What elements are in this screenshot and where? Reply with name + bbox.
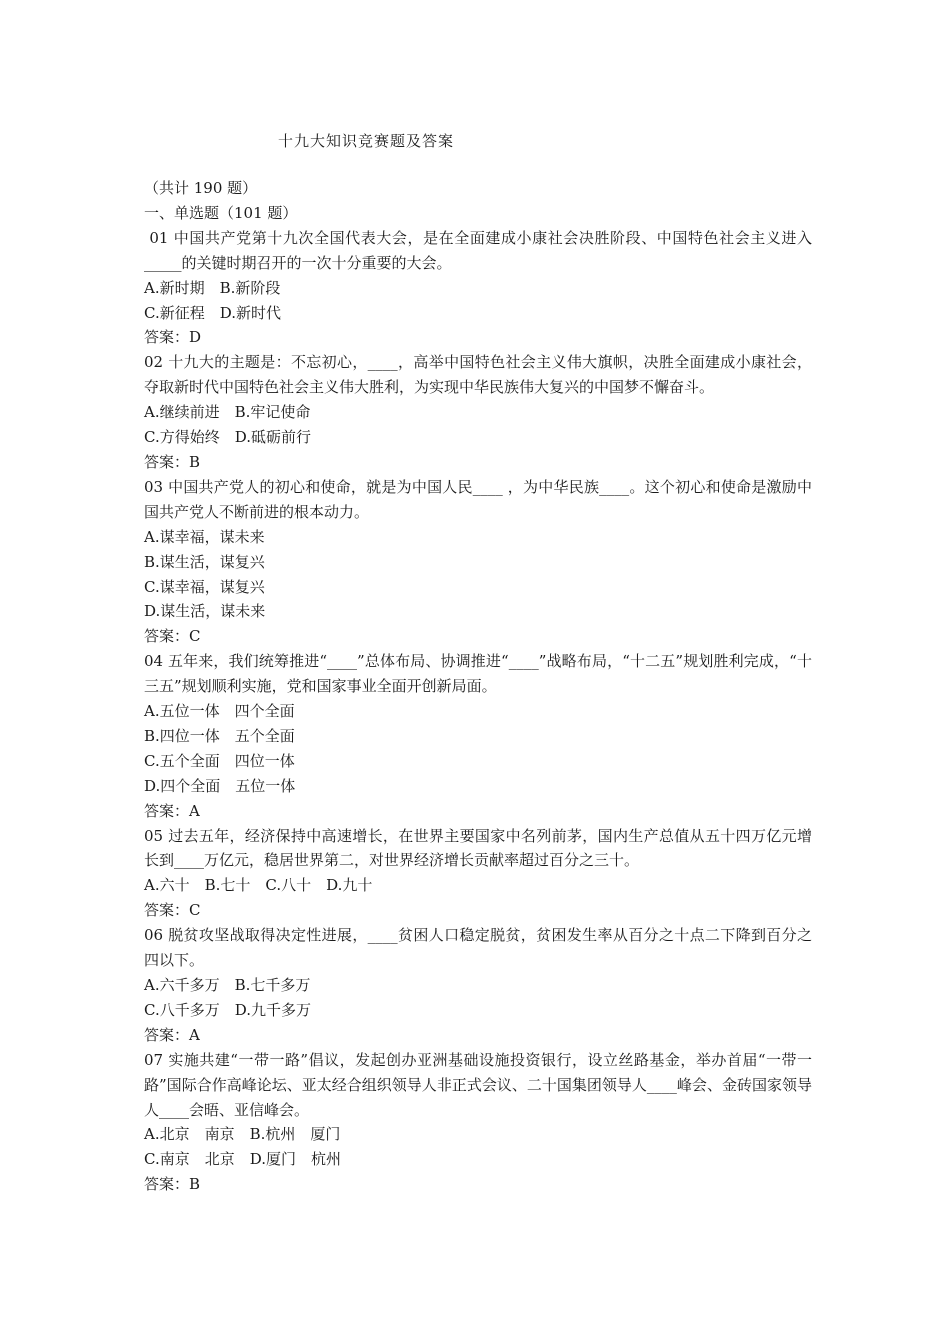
question-options: B.四位一体 五个全面: [144, 726, 295, 745]
answer-line: 答案：C: [144, 627, 201, 646]
question-text: 01 中国共产党第十九次全国代表大会，是在全面建成小康社会决胜阶段、中国特色社会主义进入_____的关键时期召开的一次十分重要的大会。: [144, 228, 812, 272]
question-options: C.新征程 D.新时代: [144, 303, 281, 322]
question-text: 06 脱贫攻坚战取得决定性进展，____贫困人口稳定脱贫，贫困发生率从百分之十点二下降到百分之四以下。: [144, 926, 812, 970]
question-options: A.六千多万 B.七千多万: [144, 976, 311, 994]
question-block: [144, 1048, 812, 1197]
question-text: 02 十九大的主题是：不忘初心，____，高举中国特色社会主义伟大旗帜，决胜全面建成小康社会，夺取新时代中国特色社会主义伟大胜利，为实现中华民族伟大复兴的中国梦不懈奋斗。: [144, 353, 812, 397]
question-text: 07 实施共建“一带一路”倡议，发起创办亚洲基础设施投资银行，设立丝路基金，举办首届“一带一路”国际合作高峰论坛、亚太经合组织领导人非正式会议、二十国集团领导人____峰会、金砖国家领导人____会晤、亚信峰会。: [144, 1050, 812, 1119]
answer-line: 答案：A: [144, 1025, 200, 1044]
question-text: 04 五年来，我们统筹推进“____”总体布局、协调推进“____”战略布局，“十二五”规划胜利完成，“十三五”规划顺利实施，党和国家事业全面开创新局面。: [144, 652, 812, 696]
question-options: A.继续前进 B.牢记使命: [144, 403, 311, 422]
question-block: [144, 824, 812, 924]
question-options: A.新时期 B.新阶段: [144, 278, 281, 297]
question-text: 05 过去五年，经济保持中高速增长，在世界主要国家中名列前茅，国内生产总值从五十四万亿元增长到____万亿元，稳居世界第二，对世界经济增长贡献率超过百分之三十。: [144, 826, 812, 870]
question-options: A.五位一体 四个全面: [144, 702, 295, 721]
doc-content: [144, 176, 812, 1197]
question-options: A.六十 B.七十 C.八十 D.九十: [144, 876, 373, 895]
doc-title: 十九大知识竞赛题及答案: [278, 132, 455, 150]
total-count: （共计 190 题）: [144, 179, 258, 197]
question-list: [144, 226, 812, 1197]
question-block: [144, 649, 812, 823]
question-options: C.谋幸福，谋复兴: [144, 577, 265, 596]
question-block: [144, 350, 812, 475]
section-heading: 一、单选题（101 题）: [144, 203, 298, 222]
question-options: C.南京 北京 D.厦门 杭州: [144, 1150, 341, 1169]
answer-line: 答案：D: [144, 328, 202, 347]
question-options: C.八千多万 D.九千多万: [144, 1000, 311, 1019]
question-options: A.北京 南京 B.杭州 厦门: [144, 1125, 341, 1144]
question-options: D.谋生活，谋未来: [144, 602, 266, 621]
question-options: A.谋幸福，谋未来: [144, 527, 265, 546]
question-options: D.四个全面 五位一体: [144, 776, 296, 795]
question-block: [144, 923, 812, 1048]
question-options: C.方得始终 D.砥砺前行: [144, 428, 311, 447]
question-block: [144, 226, 812, 351]
answer-line: 答案：B: [144, 1175, 201, 1194]
answer-line: 答案：C: [144, 901, 201, 920]
answer-line: 答案：B: [144, 452, 201, 471]
question-options: B.谋生活，谋复兴: [144, 552, 265, 571]
answer-line: 答案：A: [144, 801, 200, 820]
question-text: 03 中国共产党人的初心和使命，就是为中国人民____ ，为中华民族____。这个初心和使命是激励中国共产党人不断前进的根本动力。: [144, 477, 812, 521]
question-block: [144, 475, 812, 649]
question-options: C.五个全面 四位一体: [144, 751, 295, 770]
